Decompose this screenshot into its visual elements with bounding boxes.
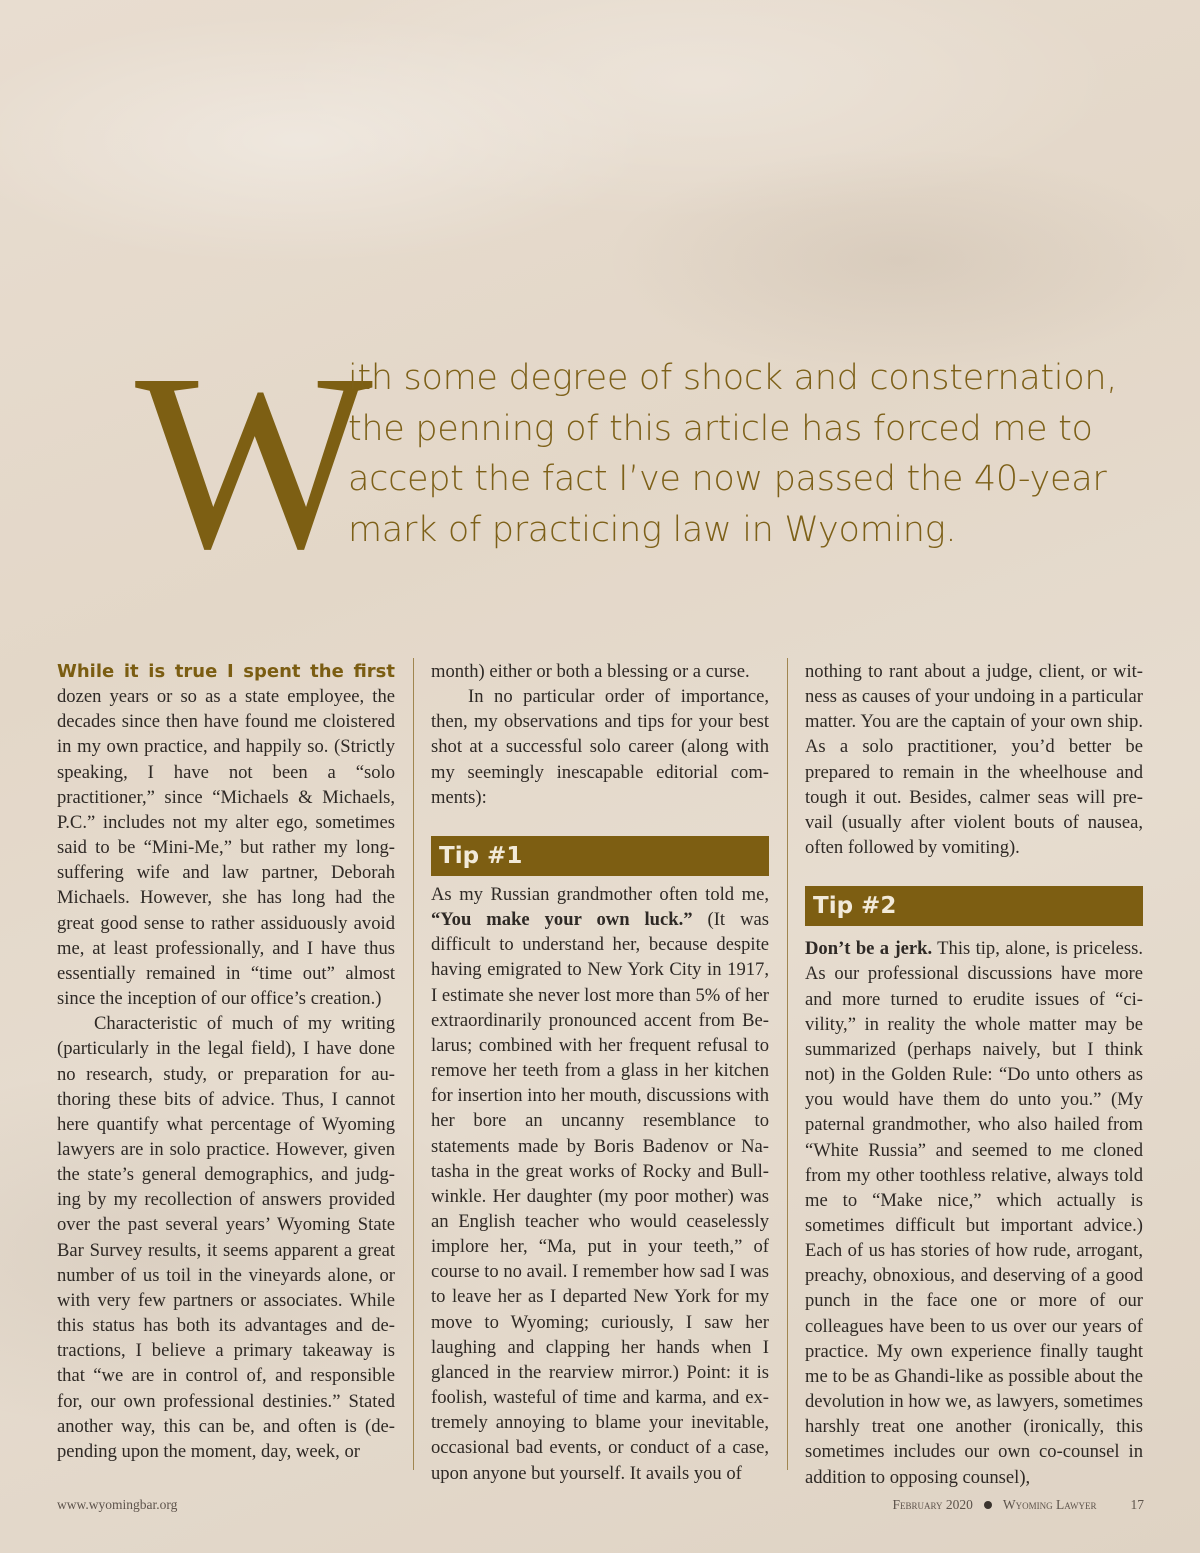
paragraph-text: As my Russian grandmother often told me, <box>431 883 769 905</box>
intro-text <box>348 353 1118 555</box>
column-divider <box>413 658 414 1470</box>
paragraph-text: (It was difficult to understand her, because despite having emigrated to New York City in 1917, I estimate she never lost more than 5% of her extraordinarily pronounced accent from Belarus; combined with her frequent refusal to remove her teeth from a glass in her kitchen for insertion into her mouth, discussions with her bore an uncanny resemblance to statements made by Boris Badenov or Natasha in the great works of Rocky and Bullwinkle. Her daughter (my poor mother) was an English teacher who would ceaselessly implore her, “Ma, put in your teeth,” of course to no avail. I remember how sad I was to leave her as I departed New York for my move to Wyoming; curiously, I saw her laughing and clapping her hands when I glanced in the rearview mirror.) Point: it is foolish, wasteful of time and karma, and extremely annoying to blame your inevitable, occasional bad events, or conduct of a case, upon anyone but yourself. It avails you of <box>431 909 769 1484</box>
column-divider <box>787 658 788 1470</box>
article-column-1 <box>57 659 395 1464</box>
intro-pullquote <box>135 321 1118 601</box>
footer-url[interactable]: www.wyomingbar.org <box>57 1497 178 1512</box>
tip-1-heading: Tip #1 <box>431 836 769 876</box>
paragraph <box>431 882 769 1486</box>
article-column-3 <box>805 659 1143 1490</box>
bullet-icon <box>984 1501 992 1509</box>
paragraph-text: dozen years or so as a state employee, the decades since then have found me cloistered in my own practice, and happily so. (Strictly speaking, I have not been a “solo practitioner,” since “Michaels & Michaels, P.C.” includes not my alter ego, sometimes said to be “Mini-Me,” but rather my long-suffering wife and law partner, Deborah Michaels. However, she has long had the great good sense to rather assiduously avoid me, at least professionally, and I have thus essentially remained in “time out” almost since the inception of our office’s creation.) <box>57 686 395 1010</box>
paragraph: Characteristic of much of my writing (particularly in the legal field), I have done no research, study, or preparation for authoring these bits of advice. Thus, I cannot here quantify what percentage of Wyoming lawyers are in solo practice. However, given the state’s general demographics, and judging by my recollection of answers provided over the past several years’ Wyoming State Bar Survey results, it seems apparent a great number of us toil in the vineyards alone, or with very few partners or associates. While this status has both its advantages and detractions, I believe a primary takeaway is that “we are in control of, and responsible for, our own professional destinies.” Stated another way, this can be, and often is (depending upon the moment, day, week, or <box>57 1013 395 1462</box>
page-number: 17 <box>1130 1497 1144 1512</box>
tip-2-heading: Tip #2 <box>805 886 1143 926</box>
footer-issue-info <box>892 1497 1144 1513</box>
footer-magazine: Wyoming Lawyer <box>1002 1497 1097 1512</box>
intro-line: ith some degree of shock and consternation, <box>348 358 1118 398</box>
article-column-2 <box>431 659 769 1486</box>
paragraph: In no particular order of importance, then, my observations and tips for your best shot at a successful solo career (along with my seemingly inescapable editorial comments): <box>431 686 769 808</box>
intro-line: the penning of this article has forced me to <box>348 408 1093 449</box>
page-footer <box>57 1497 1144 1519</box>
tip-2-lead: Don’t be a jerk. <box>805 938 933 960</box>
intro-line: mark of practicing law in Wyoming. <box>348 509 957 550</box>
tip-1-quote: “You make your own luck.” <box>431 909 693 931</box>
paragraph: month) either or both a blessing or a curse. <box>431 661 750 682</box>
paragraph-text: This tip, alone, is priceless. As our professional discussions have more and more turned to erudite issues of “civility,” in reality the whole matter may be summarized (perhaps naively, but I think not) in the Golden Rule: “Do unto others as you would have them do unto you.” (My paternal grandmother, who also hailed from “White Russia” and seemed to me cloned from my other toothless relative, always told me to “Make nice,” which actually is sometimes difficult but important advice.) Each of us has stories of how rude, arrogant, preachy, obnoxious, and deserving of a good punch in the face one or more of our colleagues have been to us over our years of practice. My own experience finally taught me to be as Ghandi-like as possible about the devolution in how we, as lawyers, sometimes harshly treat one another (ironically, this sometimes includes our own co-counsel in addition to opposing counsel), <box>805 938 1143 1488</box>
drop-cap: W <box>135 321 373 601</box>
footer-issue: February 2020 <box>892 1497 973 1512</box>
lead-in: While it is true I spent the first <box>57 661 395 682</box>
paragraph: nothing to rant about a judge, client, or witness as causes of your undoing in a particular matter. You are the captain of your own ship. As a solo practitioner, you’d better be prepared to remain in the wheelhouse and tough it out. Besides, calmer seas will prevail (usually after violent bouts of nausea, often followed by vomiting). <box>805 661 1143 859</box>
paragraph <box>805 936 1143 1489</box>
paragraph <box>57 659 395 1011</box>
intro-line: accept the fact I’ve now passed the 40-year <box>348 459 1107 499</box>
